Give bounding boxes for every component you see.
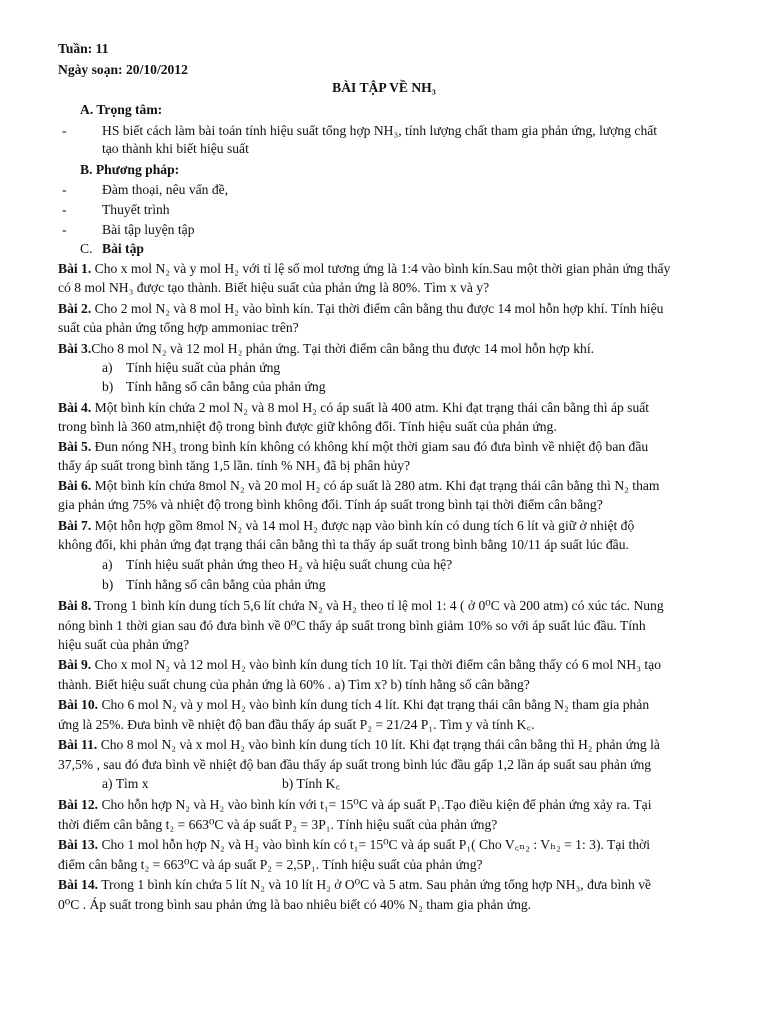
- exercise-text: Cho 6 mol N₂ và y mol H₂ vào bình kín dung tích 4 lít. Khi đạt trạng thái cân bằng N₂ tham gia phản: [101, 697, 650, 712]
- exercise-11-b: b) Tính K꜀: [282, 776, 341, 791]
- exercise-10: [58, 696, 649, 714]
- section-a-item: tạo thành khi biết hiệu suất: [102, 141, 249, 156]
- exercise-4-cont: trong bình là 360 atm,nhiệt độ trong bình được giữ không đổi. Tính hiệu suất của phản ứng.: [58, 419, 557, 434]
- exercise-label: Bài 2.: [58, 301, 92, 316]
- exercise-label: Bài 5.: [58, 439, 92, 454]
- exercise-8: [58, 597, 664, 615]
- section-b-heading: B. Phương pháp:: [80, 162, 180, 177]
- section-c-heading: Bài tập: [102, 241, 144, 256]
- exercise-3-a-marker: a): [102, 360, 113, 375]
- exercise-label: Bài 9.: [58, 657, 92, 672]
- exercise-label: Bài 12.: [58, 797, 99, 812]
- exercise-3: [58, 340, 594, 358]
- exercise-text: Cho hỗn hợp N₂ và H₂ vào bình kín với t₁= 15⁰C và áp suất P₁.Tạo điều kiện để phản ứng xảy ra. Tại: [101, 797, 652, 812]
- exercise-text: Đun nóng NH₃ trong bình kín không có không khí một thời giam sau đó đưa bình về nhiệt độ ban đầu: [94, 439, 649, 454]
- exercise-text: Cho 2 mol N₂ và 8 mol H₂ vào bình kín. Tại thời điểm cân bằng thu được 14 mol hỗn hợp khí. Tính hiệu: [94, 301, 664, 316]
- exercise-5-cont: thấy áp suất trong bình tăng 1,5 lần. tính % NH₃ đã bị phân hủy?: [58, 458, 411, 473]
- exercise-2-cont: suất của phản ứng tổng hợp ammoniac trên?: [58, 320, 299, 335]
- week-label: Tuần: 11: [58, 41, 109, 56]
- exercise-10-cont: ứng là 25%. Đưa bình về nhiệt độ ban đầu thấy áp suất P₂ = 21/24 P₁. Tìm y và tính K꜀.: [58, 717, 535, 732]
- exercise-14: [58, 876, 651, 894]
- exercise-text: Trong 1 bình kín chứa 5 lít N₂ và 10 lít H₂ ở O⁰C và 5 atm. Sau phản ứng tổng hợp NH₃, đưa bình về: [101, 877, 652, 892]
- exercise-13-cont: điểm cân bằng t₂ = 663⁰C và áp suất P₂ = 2,5P₁. Tính hiệu suất của phản ứng?: [58, 857, 483, 872]
- exercise-label: Bài 3.: [58, 341, 92, 356]
- exercise-label: Bài 10.: [58, 697, 99, 712]
- exercise-3-b: Tính hằng số cân bằng của phản ứng: [126, 379, 326, 394]
- exercise-11-cont: 37,5% , sau đó đưa bình về nhiệt độ ban đầu thấy áp suất trong bình lúc đầu gấp 1,2 lần áp suất sau phản ứng: [58, 757, 652, 772]
- exercise-3-a: Tính hiệu suất của phản ứng: [126, 360, 281, 375]
- exercise-9-cont: thành. Biết hiệu suất chung của phản ứng là 60% . a) Tìm x? b) tính hằng số cân bằng?: [58, 677, 530, 692]
- exercise-13: [58, 836, 650, 854]
- bullet-dash: -: [62, 202, 67, 217]
- exercise-text: Cho x mol N₂ và y mol H₂ với tỉ lệ số mol tương ứng là 1:4 vào bình kín.Sau một thời gian phản ứng thấy: [94, 261, 671, 276]
- exercise-7-a-marker: a): [102, 557, 113, 572]
- exercise-label: Bài 1.: [58, 261, 92, 276]
- exercise-6-cont: gia phản ứng 75% và nhiệt độ trong bình không đổi. Tính áp suất trong bình tại thời điểm cân bằng?: [58, 497, 603, 512]
- section-a-heading: A. Trọng tâm:: [80, 102, 163, 117]
- exercise-text: Một bình kín chứa 2 mol N₂ và 8 mol H₂ có áp suất là 400 atm. Khi đạt trạng thái cân bằng thì áp suất: [94, 400, 650, 415]
- exercise-6: [58, 477, 660, 495]
- exercise-7-b: Tính hằng số cân bằng của phản ứng: [126, 577, 326, 592]
- exercise-12-cont: thời điểm cân bằng t₂ = 663⁰C và áp suất P₂ = 3P₁. Tính hiệu suất của phản ứng?: [58, 817, 498, 832]
- exercise-2: [58, 300, 663, 318]
- exercise-11: [58, 736, 660, 754]
- date-label: Ngày soạn: 20/10/2012: [58, 62, 188, 77]
- exercise-text: Một bình kín chứa 8mol N₂ và 20 mol H₂ có áp suất là 280 atm. Khi đạt trạng thái cân bằng thì N₂ tham: [94, 478, 660, 493]
- exercise-text: Cho 8 mol N₂ và 12 mol H₂ phản ứng. Tại thời điểm cân bằng thu được 14 mol hỗn hợp khí.: [91, 341, 594, 356]
- section-b-item: Thuyết trình: [102, 202, 170, 217]
- section-a-item: HS biết cách làm bài toán tính hiệu suất tổng hợp NH₃, tính lượng chất tham gia phản ứng, lượng chất: [102, 123, 658, 138]
- exercise-text: Một hỗn hợp gồm 8mol N₂ và 14 mol H₂ được nạp vào bình kín có dung tích 6 lít và giữ ở nhiệt độ: [94, 518, 635, 533]
- exercise-label: Bài 8.: [58, 598, 92, 613]
- page-title: BÀI TẬP VỀ NH₃: [332, 80, 436, 95]
- section-b-item: Bài tập luyện tập: [102, 222, 195, 237]
- exercise-label: Bài 7.: [58, 518, 92, 533]
- bullet-dash: -: [62, 222, 67, 237]
- exercise-12: [58, 796, 651, 814]
- exercise-3-b-marker: b): [102, 379, 114, 394]
- exercise-text: Trong 1 bình kín dung tích 5,6 lít chứa N₂ và H₂ theo tỉ lệ mol 1: 4 ( ở 0⁰C và 200 atm) có xúc tác. Nung: [94, 598, 664, 613]
- exercise-7-cont: không đổi, khi phản ứng đạt trạng thái cân bằng thì ta thấy áp suất trong bình bằng 10/11 áp suất lúc đầu.: [58, 537, 629, 552]
- exercise-7-b-marker: b): [102, 577, 114, 592]
- exercise-text: Cho x mol N₂ và 12 mol H₂ vào bình kín dung tích 10 lít. Tại thời điểm cân bằng thấy có 6 mol NH₃ tạo: [94, 657, 661, 672]
- bullet-dash: -: [62, 123, 67, 138]
- exercise-14-cont: 0⁰C . Áp suất trong bình sau phản ứng là bao nhiêu biết có 40% N₂ tham gia phản ứng.: [58, 897, 532, 912]
- exercise-4: [58, 399, 649, 417]
- bullet-dash: -: [62, 182, 67, 197]
- exercise-label: Bài 11.: [58, 737, 98, 752]
- exercise-label: Bài 6.: [58, 478, 92, 493]
- exercise-text: Cho 8 mol N₂ và x mol H₂ vào bình kín dung tích 10 lít. Khi đạt trạng thái cân bằng thì H₂ phản ứng là: [100, 737, 660, 752]
- exercise-7: [58, 517, 634, 535]
- section-b-item: Đàm thoại, nêu vấn đề,: [102, 182, 229, 197]
- exercise-label: Bài 14.: [58, 877, 99, 892]
- exercise-8-cont: hiệu suất của phản ứng?: [58, 637, 190, 652]
- exercise-text: Cho 1 mol hỗn hợp N₂ và H₂ vào bình kín có t₁= 15⁰C và áp suất P₁( Cho V꜀ₙ₂ : Vₕ₂ = 1: 3). Tại thời: [101, 837, 651, 852]
- exercise-label: Bài 4.: [58, 400, 92, 415]
- exercise-1: [58, 260, 670, 278]
- exercise-8-cont: nóng bình 1 thời gian sau đó đưa bình về 0⁰C thấy áp suất trong bình giảm 10% so với áp suất lúc đầu. Tính: [58, 618, 646, 633]
- section-c-letter: C.: [80, 241, 93, 256]
- exercise-7-a: Tính hiệu suất phản ứng theo H₂ và hiệu suất chung của hệ?: [126, 557, 453, 572]
- exercise-9: [58, 656, 661, 674]
- exercise-11-a: a) Tìm x: [102, 776, 149, 791]
- exercise-1-cont: có 8 mol NH₃ được tạo thành. Biết hiệu suất của phản ứng là 80%. Tìm x và y?: [58, 280, 490, 295]
- exercise-label: Bài 13.: [58, 837, 99, 852]
- exercise-5: [58, 438, 648, 456]
